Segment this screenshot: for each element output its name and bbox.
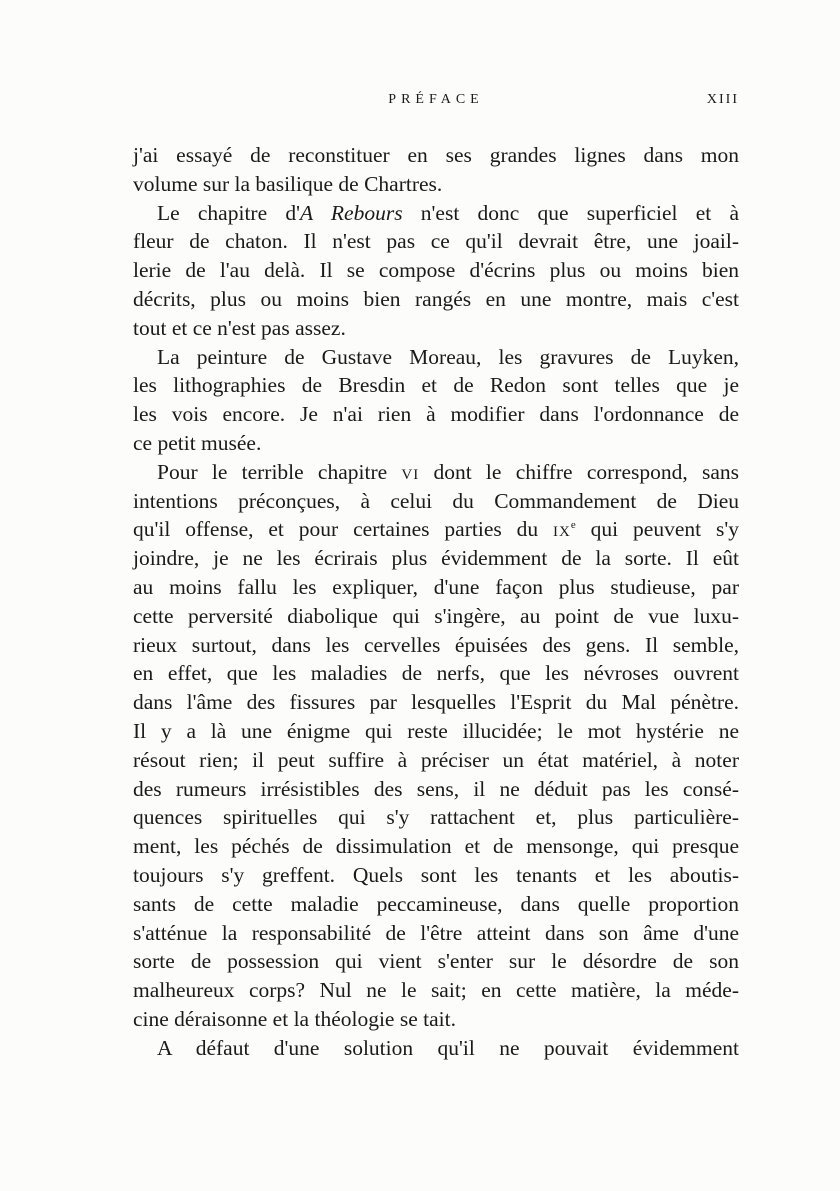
text-line: volume sur la basilique de Chartres. <box>133 171 443 196</box>
text-line: des rumeurs irrésistibles des sens, il ne déduit pas les consé- <box>133 776 739 801</box>
running-title: PRÉFACE <box>388 92 484 107</box>
text-line: cine déraisonne et la théologie se tait. <box>133 1006 456 1031</box>
text-line: joindre, je ne les écrirais plus évidemment de la sorte. Il eût <box>133 546 739 571</box>
paragraph-first-line: A défaut d'une solution qu'il ne pouvait évidemment <box>157 1035 739 1060</box>
text-line: résout rien; il peut suffire à préciser un état matériel, à noter <box>133 747 739 772</box>
text-line: s'atténue la responsabilité de l'être atteint dans son âme d'une <box>133 920 739 945</box>
text-line: tout et ce n'est pas assez. <box>133 315 346 340</box>
text-line: ment, les péchés de dissimulation et de mensonge, qui presque <box>133 834 739 859</box>
text-line: Il y a là une énigme qui reste illucidée; le mot hystérie ne <box>133 718 739 743</box>
text-line: fleur de chaton. Il n'est pas ce qu'il devrait être, une joail- <box>133 229 739 254</box>
text-line: au moins fallu les expliquer, d'une façon plus studieuse, par <box>133 574 739 599</box>
text-line: sorte de possession qui vient s'enter sur le désordre de son <box>133 949 739 974</box>
text-line: en effet, que les maladies de nerfs, que les névroses ouvrent <box>133 661 739 686</box>
text-line: sants de cette maladie peccamineuse, dans quelle proportion <box>133 891 739 916</box>
text-line: les lithographies de Bresdin et de Redon sont telles que je <box>133 373 739 398</box>
text-line: ce petit musée. <box>133 430 262 455</box>
text-line: décrits, plus ou moins bien rangés en une montre, mais c'est <box>133 286 739 311</box>
text-line: cette perversité diabolique qui s'ingère, au point de vue luxu- <box>133 603 739 628</box>
text-line: lerie de l'au delà. Il se compose d'écrins plus ou moins bien <box>133 258 739 283</box>
paragraph-first-line: La peinture de Gustave Moreau, les gravures de Luyken, <box>157 344 739 369</box>
text-line: j'ai essayé de reconstituer en ses grandes lignes dans mon <box>133 143 739 167</box>
text-line: quences spirituelles qui s'y rattachent et, plus particulière- <box>133 805 739 830</box>
roman-numeral: VI <box>401 466 420 483</box>
text-line: malheureux corps? Nul ne le sait; en cette matière, la méde- <box>133 978 739 1003</box>
preface-text <box>133 141 739 1063</box>
text-line: toujours s'y greffent. Quels sont les tenants et les aboutis- <box>133 862 739 887</box>
paragraph-first-line: Le chapitre d'A Rebours n'est donc que superficiel et à <box>157 200 740 225</box>
roman-numeral: IX <box>553 524 571 541</box>
text-line: rieux surtout, dans les cervelles épuisées des gens. Il semble, <box>133 632 739 657</box>
ordinal-superscript: e <box>570 519 576 532</box>
running-header <box>133 92 739 114</box>
book-title: A Rebours <box>299 200 403 225</box>
text-line: intentions préconçues, à celui du Commandement de Dieu <box>133 488 739 513</box>
text-line: les vois encore. Je n'ai rien à modifier dans l'ordonnance de <box>133 402 739 427</box>
paragraph-first-line: Pour le terrible chapitre VI dont le chiffre correspond, sans <box>157 459 739 484</box>
text-line: dans l'âme des fissures par lesquelles l'Esprit du Mal pénètre. <box>133 690 739 715</box>
text-line: qu'il offense, et pour certaines parties du IXe qui peuvent s'y <box>133 517 739 542</box>
page-number: XIII <box>706 92 739 107</box>
